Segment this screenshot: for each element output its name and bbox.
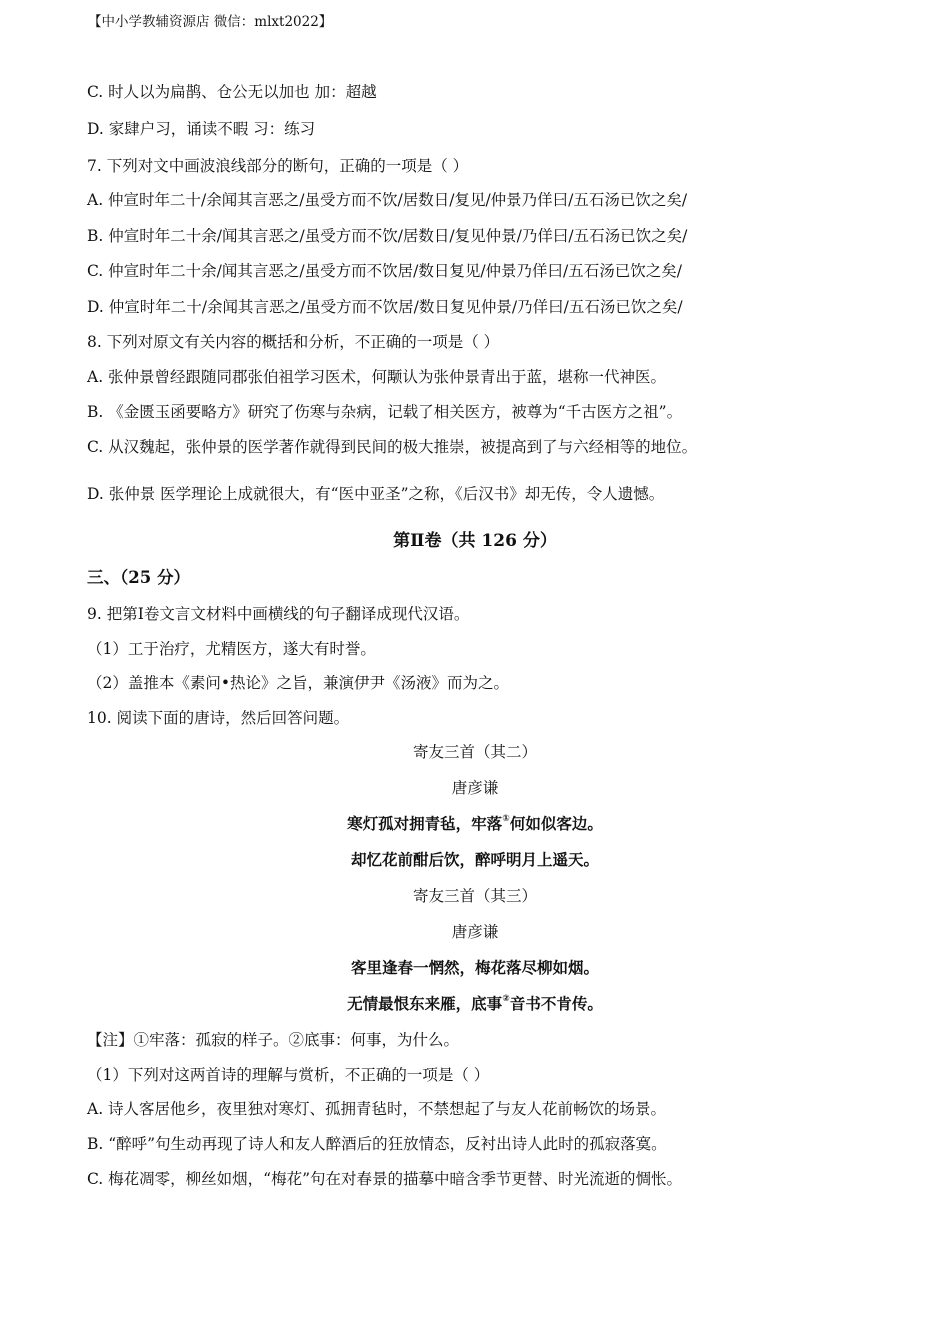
poem1-title: 寄友三首（其二） (412, 743, 537, 761)
poem2-line1: 客里逢春一惘然，梅花落尽柳如烟。 (350, 959, 599, 977)
q8-stem: 8. 下列对原文有关内容的概括和分析，不正确的一项是（ ） (87, 333, 500, 351)
q7-stem: 7. 下列对文中画波浪线部分的断句，正确的一项是（ ） (87, 157, 469, 175)
q6-option-d: D. 家肆户习，诵读不暇 习：练习 (87, 120, 316, 138)
poem-note: 【注】①牢落：孤寂的样子。②底事：何事，为什么。 (87, 1031, 460, 1049)
q7-option-c: C. 仲宣时年二十余/闻其言恶之/虽受方而不饮居/数日复见/仲景乃佯曰/五石汤已饮之矣/ (87, 262, 682, 280)
q10-sub1-stem: （1）下列对这两首诗的理解与赏析，不正确的一项是（ ） (87, 1066, 490, 1084)
q8-option-b: B. 《金匮玉函要略方》研究了伤寒与杂病，记载了相关医方，被尊为“千古医方之祖”。 (87, 403, 683, 421)
q10-option-b: B. “醉呼”句生动再现了诗人和友人醉酒后的狂放情态，反衬出诗人此时的孤寂落寞。 (87, 1135, 667, 1153)
poem1-line1-text-b: 何如似客边。 (509, 815, 603, 833)
q10-stem: 10. 阅读下面的唐诗，然后回答问题。 (87, 709, 350, 727)
q9-sentence-2: （2）盖推本《素问•热论》之旨，兼演伊尹《汤液》而为之。 (87, 674, 510, 692)
q7-option-a: A. 仲宣时年二十/余闻其言恶之/虽受方而不饮/居数日/复见/仲景乃佯曰/五石汤已饮之矣/ (87, 191, 688, 209)
poem1-author: 唐彦谦 (451, 779, 499, 797)
q10-option-c: C. 梅花凋零，柳丝如烟，“梅花”句在对春景的描摹中暗含季节更替、时光流逝的惆怅。 (87, 1170, 683, 1188)
q9-stem: 9. 把第Ⅰ卷文言文材料中画横线的句子翻译成现代汉语。 (87, 605, 470, 623)
page-header-watermark: 【中小学教辅资源店 微信：mlxt2022】 (88, 14, 333, 30)
footnote-mark-1: ① (502, 813, 510, 824)
q9-sentence-1: （1）工于治疗，尤精医方，遂大有时誉。 (87, 640, 376, 658)
poem1-line1-text-a: 寒灯孤对拥青毡，牢落 (347, 815, 503, 833)
footnote-mark-2: ② (502, 993, 510, 1004)
q7-option-b: B. 仲宣时年二十余/闻其言恶之/虽受方而不饮/居数日/复见仲景/乃佯曰/五石汤已饮之矣/ (87, 227, 688, 245)
q7-option-d: D. 仲宣时年二十/余闻其言恶之/虽受方而不饮居/数日复见仲景/乃佯曰/五石汤已饮之矣/ (87, 298, 683, 316)
section3-title: 三、（25 分） (87, 568, 190, 587)
poem2-line2 (0, 993, 950, 1015)
q8-option-a: A. 张仲景曾经跟随同郡张伯祖学习医术，何颙认为张仲景青出于蓝，堪称一代神医。 (87, 368, 667, 386)
q10-option-a: A. 诗人客居他乡，夜里独对寒灯、孤拥青毡时，不禁想起了与友人花前畅饮的场景。 (87, 1100, 667, 1118)
poem2-line2-text-a: 无情最恨东来雁，底事 (347, 995, 503, 1013)
poem2-author: 唐彦谦 (451, 923, 499, 941)
q6-option-c: C. 时人以为扁鹊、仓公无以加也 加：超越 (87, 83, 377, 101)
poem2-title: 寄友三首（其三） (412, 887, 537, 905)
q8-option-d: D. 张仲景 医学理论上成就很大，有“医中亚圣”之称，《后汉书》却无传，令人遗憾。 (87, 485, 665, 503)
q8-option-c: C. 从汉魏起，张仲景的医学著作就得到民间的极大推崇，被提高到了与六经相等的地位。 (87, 438, 698, 456)
poem1-line2: 却忆花前酣后饮，醉呼明月上遥天。 (350, 851, 599, 869)
part2-title: 第Ⅱ卷（共 126 分） (393, 531, 557, 551)
poem1-line1 (0, 813, 950, 835)
poem2-line2-text-b: 音书不肯传。 (509, 995, 603, 1013)
